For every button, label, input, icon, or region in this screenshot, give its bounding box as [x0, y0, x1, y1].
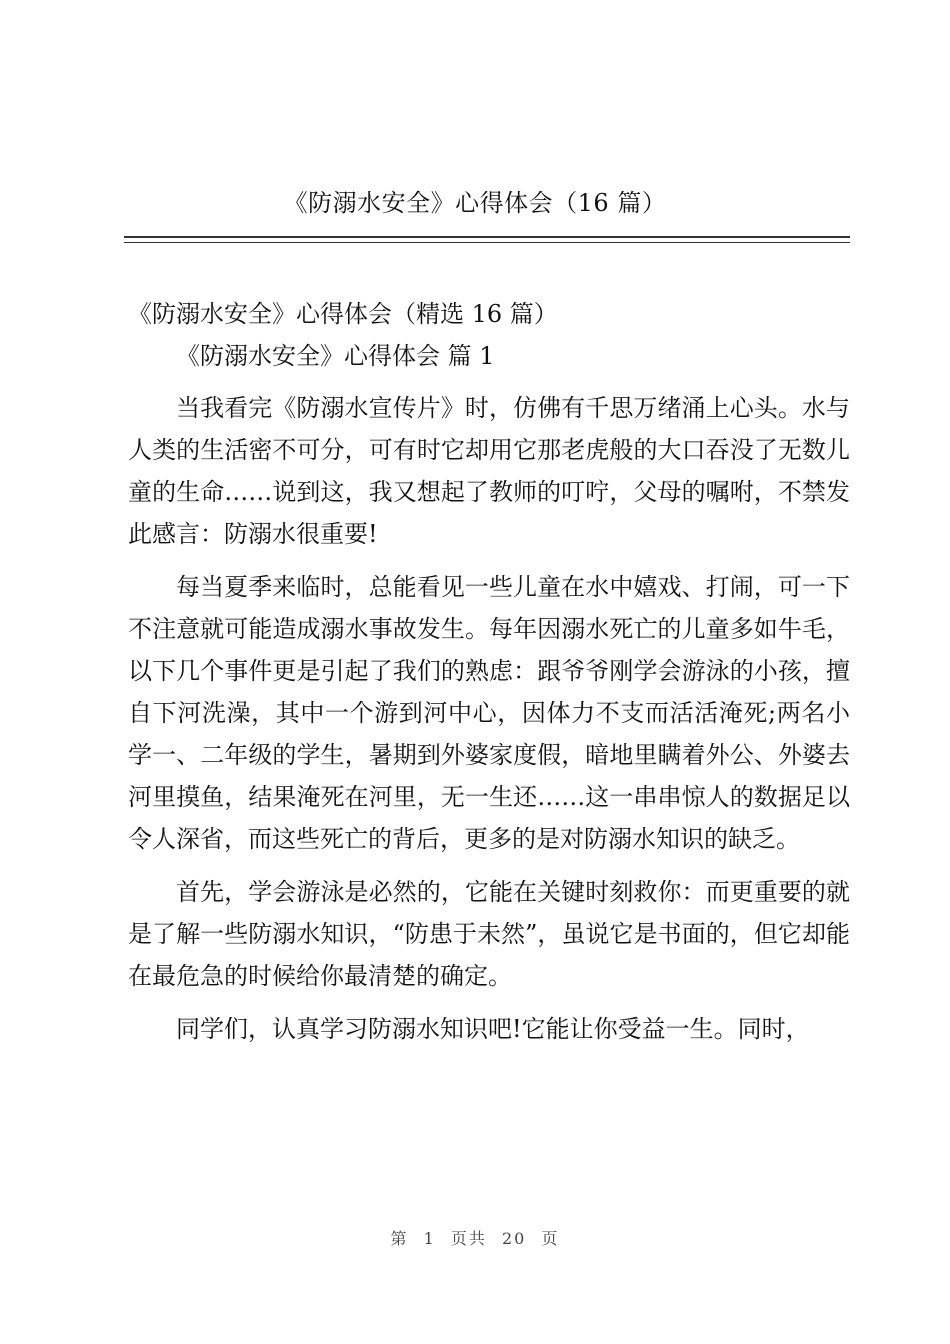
document-body — [128, 293, 850, 1061]
section-heading: 《防溺水安全》心得体会 篇 1 — [176, 342, 495, 370]
document-subtitle: 《防溺水安全》心得体会（精选 16 篇） — [128, 300, 558, 328]
paragraph: 首先，学会游泳是必然的，它能在关键时刻救你：而更重要的就是了解一些防溺水知识，“防患于未然”，虽说它是书面的，但它却能在最危急的时候给你最清楚的确定。 — [128, 878, 850, 990]
title-divider — [124, 236, 850, 243]
paragraph: 同学们，认真学习防溺水知识吧!它能让你受益一生。同时， — [176, 1015, 810, 1043]
page-number-footer: 第 1 页共 20 页 — [390, 1229, 560, 1248]
paragraph: 每当夏季来临时，总能看见一些儿童在水中嬉戏、打闹，可一下不注意就可能造成溺水事故发生。每年因溺水死亡的儿童多如牛毛，以下几个事件更是引起了我们的熟虑：跟爷爷刚学会游泳的小孩，擅自下河洗澡，其中一个游到河中心，因体力不支而活活淹死;两名小学一、二年级的学生，暑期到外婆家度假，暗地里瞒着外公、外婆去河里摸鱼，结果淹死在河里，无一生还……这一串串惊人的数据足以令人深省，而这些死亡的背后，更多的是对防溺水知识的缺乏。 — [128, 573, 850, 853]
paragraph: 当我看完《防溺水宣传片》时，仿佛有千思万绪涌上心头。水与人类的生活密不可分，可有时它却用它那老虎般的大口吞没了无数儿童的生命……说到这，我又想起了教师的叮咛，父母的嘱咐，不禁发此感言：防溺水很重要! — [128, 394, 850, 548]
document-title: 《防溺水安全》心得体会（16 篇） — [283, 189, 667, 217]
